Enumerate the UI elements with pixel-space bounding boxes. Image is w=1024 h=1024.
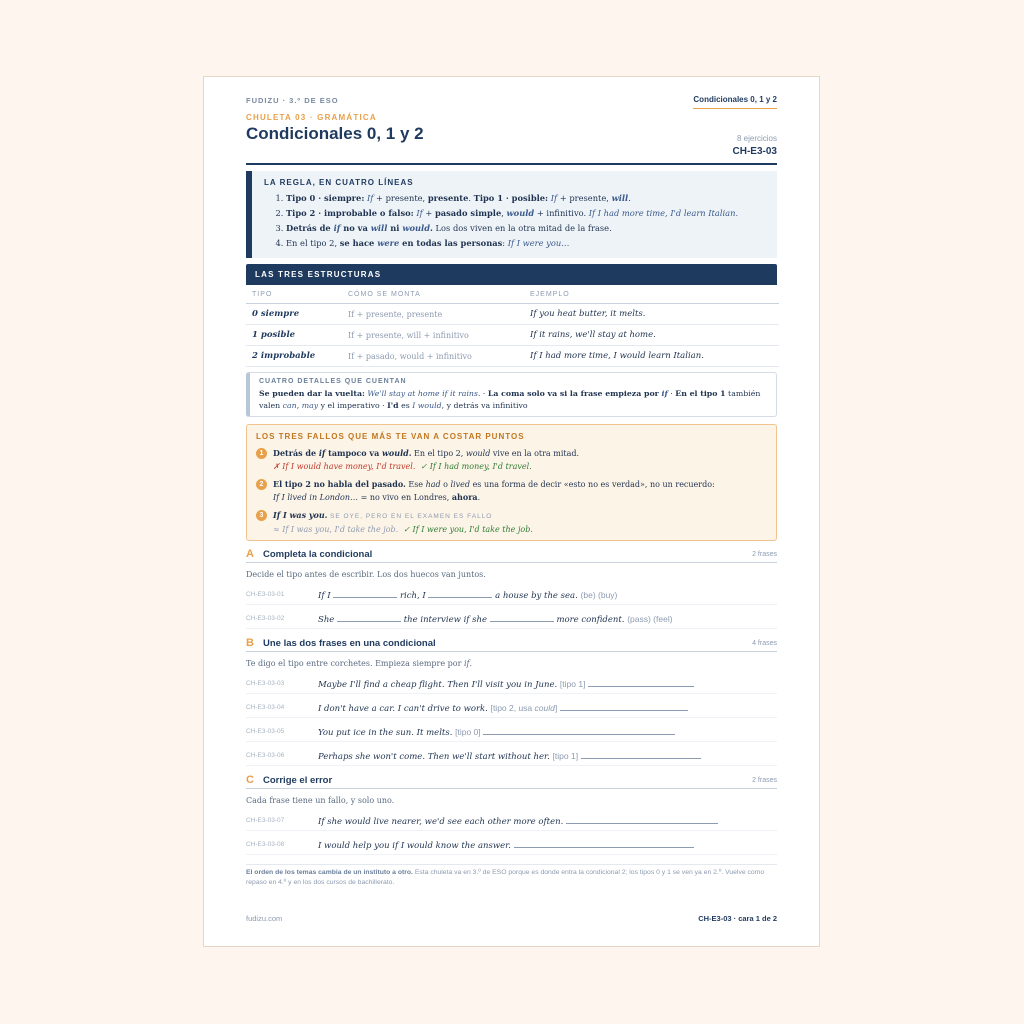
worksheet-page <box>203 76 820 947</box>
exercise-sentence: If she would live nearer, we'd see each other more often. <box>318 817 564 827</box>
table-row <box>246 304 779 325</box>
footnote-bold: El orden de los temas cambia de un instituto a otro. <box>246 869 413 876</box>
col-header-tipo: TIPO <box>246 286 342 304</box>
cell-tipo: 2 improbable <box>246 346 342 367</box>
section-instruction: Te digo el tipo entre corchetes. Empieza siempre por if. <box>246 659 473 668</box>
footnote <box>246 864 777 888</box>
rules-list <box>264 191 777 251</box>
details-heading: CUATRO DETALLES QUE CUENTAN <box>259 378 407 385</box>
cell-tipo: 0 siempre <box>246 304 342 325</box>
answer-blank[interactable] <box>337 612 401 622</box>
mistake-item: 2 El tipo 2 no habla del pasado. Ese had o lived es una forma de decir «esto no es verdad», no un recuerdo: If I lived in London… = no vivo en Londres, ahora. <box>256 478 776 504</box>
exercise-id: CH-E3-03-03 <box>246 680 285 687</box>
section-letter: A <box>246 548 254 560</box>
section-title: Une las dos frases en una condicional <box>263 638 436 649</box>
answer-blank[interactable] <box>588 677 694 687</box>
rules-box <box>246 171 777 258</box>
exercise-count: 8 ejercicios <box>736 134 777 143</box>
exercise-text <box>318 701 688 714</box>
type-hint: [tipo 0] <box>455 727 481 737</box>
exercise-sentence: Perhaps she won't come. Then we'll start without her. <box>318 752 550 762</box>
cell-monta: If + presente, will + infinitivo <box>342 325 524 346</box>
exercise-id: CH-E3-03-04 <box>246 704 285 711</box>
number-badge: 1 <box>256 448 267 459</box>
exercise-sentence: You put ice in the sun. It melts. <box>318 728 453 738</box>
exercise-sentence: Maybe I'll find a cheap flight. Then I'll visit you in June. <box>318 680 558 690</box>
footer-page: CH-E3-03 · cara 1 de 2 <box>698 914 777 923</box>
exercise-id: CH-E3-03-05 <box>246 728 285 735</box>
section-b-header <box>246 637 777 652</box>
footer-site: fudizu.com <box>246 914 283 923</box>
structures-table <box>246 286 779 367</box>
rules-heading: LA REGLA, EN CUATRO LÍNEAS <box>264 178 414 187</box>
rule-item: 1. Tipo 0 · siempre: If + presente, presente. Tipo 1 · posible: If + presente, will. <box>286 191 777 206</box>
type-hint: [tipo 1] <box>552 751 579 761</box>
type-hint: [tipo 1] <box>559 679 586 689</box>
section-c-header <box>246 774 777 789</box>
answer-blank[interactable] <box>428 588 492 598</box>
footnote-text: Esta chuleta va en 3.º de ESO porque es donde entra la condicional 2; los tipos 0 y 1 se ven ya en 2.º. Vuelve como repaso en 4.º y en los dos cursos de bachillerato. <box>246 869 765 886</box>
table-row <box>246 325 779 346</box>
answer-blank[interactable] <box>514 838 694 848</box>
answer-blank[interactable] <box>490 612 554 622</box>
number-badge: 3 <box>256 510 267 521</box>
exercise-text <box>318 814 718 827</box>
cell-monta: If + presente, presente <box>342 304 524 325</box>
exercise-id: CH-E3-03-08 <box>246 841 285 848</box>
exercise-id: CH-E3-03-01 <box>246 591 285 598</box>
exercise-row <box>246 747 777 766</box>
section-letter: B <box>246 637 254 649</box>
section-letter: C <box>246 774 254 786</box>
exercise-row <box>246 675 777 694</box>
topic-label: Condicionales 0, 1 y 2 <box>693 95 777 109</box>
sheet-code: CH-E3-03 <box>732 146 777 157</box>
cell-ejemplo: If I had more time, I would learn Italian. <box>524 346 779 367</box>
structures-heading: LAS TRES ESTRUCTURAS <box>246 264 777 285</box>
exercise-id: CH-E3-03-02 <box>246 615 285 622</box>
section-instruction: Decide el tipo antes de escribir. Los dos huecos van juntos. <box>246 570 486 579</box>
verb-hint: (pass) (feel) <box>627 614 673 624</box>
rule-item: 4. En el tipo 2, se hace were en todas las personas: If I were you… <box>286 236 777 251</box>
answer-blank[interactable] <box>566 814 718 824</box>
section-title: Corrige el error <box>263 775 333 786</box>
details-box <box>246 372 777 417</box>
exercise-text: If I rich, I a house by the sea. (be) (buy) <box>318 590 618 601</box>
exercise-text: She the interview if she more confident. (pass) (feel) <box>318 614 673 625</box>
answer-blank[interactable] <box>560 701 688 711</box>
cell-tipo: 1 posible <box>246 325 342 346</box>
cell-ejemplo: If you heat butter, it melts. <box>524 304 779 325</box>
exercise-row <box>246 610 777 629</box>
mistakes-box <box>246 424 777 541</box>
kicker: CHULETA 03 · GRAMÁTICA <box>246 113 377 122</box>
type-hint: [tipo 2, usa could] <box>490 703 558 713</box>
exercise-sentence: I don't have a car. I can't drive to work. <box>318 704 488 714</box>
details-text: Se pueden dar la vuelta: We'll stay at home if it rains. · La coma solo va si la frase empieza por if · En el tipo 1 también valen can, may y el imperativo · I'd es I would, y detrás va infinitivo <box>259 389 761 410</box>
exercise-text <box>318 725 675 738</box>
section-count: 2 frases <box>752 551 777 558</box>
exercise-text <box>318 749 701 762</box>
exercise-row <box>246 723 777 742</box>
exercise-id: CH-E3-03-06 <box>246 752 285 759</box>
page-title: Condicionales 0, 1 y 2 <box>246 124 424 143</box>
rule-item: 2. Tipo 2 · improbable o falso: If + pasado simple, would + infinitivo. If I had more time, I'd learn Italian. <box>286 206 777 221</box>
rule-item: 3. Detrás de if no va will ni would. Los dos viven en la otra mitad de la frase. <box>286 221 777 236</box>
verb-hint: (be) (buy) <box>580 590 618 600</box>
brand-label: FUDIZU · 3.º DE ESO <box>246 96 339 105</box>
title-divider <box>246 163 777 165</box>
exercise-text <box>318 677 694 690</box>
answer-blank[interactable] <box>581 749 701 759</box>
col-header-monta: CÓMO SE MONTA <box>342 286 524 304</box>
section-instruction: Cada frase tiene un fallo, y solo uno. <box>246 796 395 805</box>
cell-ejemplo: If it rains, we'll stay at home. <box>524 325 779 346</box>
answer-blank[interactable] <box>333 588 397 598</box>
section-count: 2 frases <box>752 777 777 784</box>
exercise-id: CH-E3-03-07 <box>246 817 285 824</box>
exercise-row <box>246 699 777 718</box>
section-count: 4 frases <box>752 640 777 647</box>
exercise-row <box>246 812 777 831</box>
section-a-header <box>246 548 777 563</box>
mistake-item: 1 Detrás de if tampoco va would. En el tipo 2, would vive en la otra mitad. ✗ If I would have money, I'd travel. ✓ If I had money, I'd travel. <box>256 447 776 473</box>
mistakes-heading: LOS TRES FALLOS QUE MÁS TE VAN A COSTAR PUNTOS <box>256 432 525 441</box>
exercise-row <box>246 586 777 605</box>
table-row <box>246 346 779 367</box>
exercise-sentence: I would help you if I would know the answer. <box>318 841 511 851</box>
section-title: Completa la condicional <box>263 549 373 560</box>
exercise-text <box>318 838 694 851</box>
answer-blank[interactable] <box>483 725 675 735</box>
col-header-ejemplo: EJEMPLO <box>524 286 779 304</box>
mistake-item: 3 If I was you. SE OYE, PERO EN EL EXAMEN ES FALLO ≈ If I was you, I'd take the job. ✓ If I were you, I'd take the job. <box>256 509 776 536</box>
cell-monta: If + pasado, would + infinitivo <box>342 346 524 367</box>
number-badge: 2 <box>256 479 267 490</box>
exercise-row <box>246 836 777 855</box>
